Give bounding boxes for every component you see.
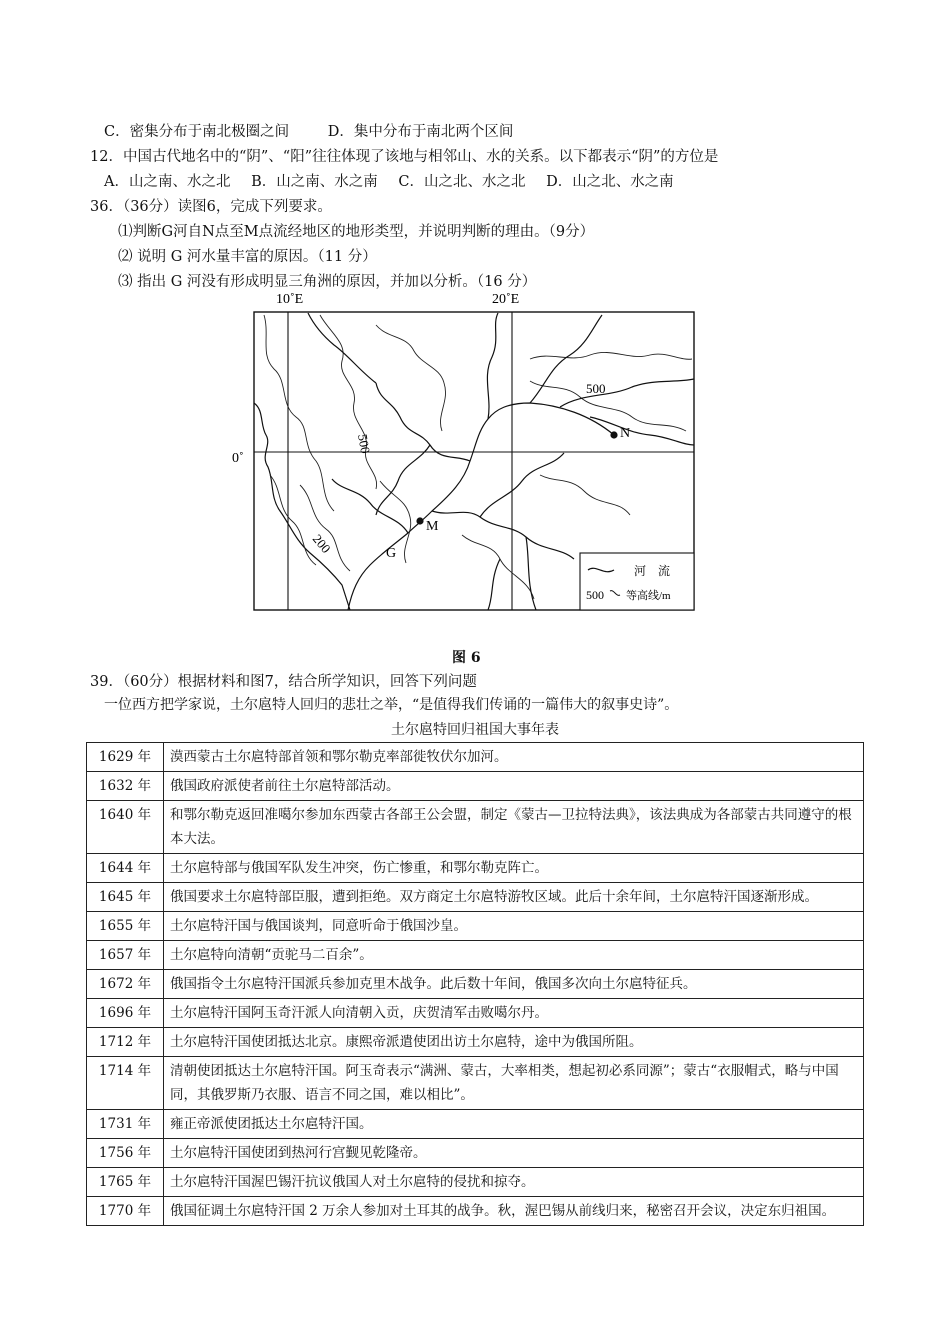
q12-option-b: B．山之南、水之南 [251, 174, 378, 190]
figure-caption: 图 6 [452, 650, 481, 666]
event-description: 土尔扈特汗国渥巴锡汗抗议俄国人对土尔扈特的侵扰和掠夺。 [164, 1168, 864, 1197]
table-row [87, 772, 864, 801]
legend-contour-label: 等高线/m [626, 590, 671, 602]
river-g-label: G [386, 546, 397, 561]
event-year: 1657 年 [87, 941, 164, 970]
q36-sub1: ⑴判断G河自N点至M点流经地区的地形类型，并说明判断的理由。（9分） [118, 224, 595, 240]
event-year: 1765 年 [87, 1168, 164, 1197]
point-m-label: M [426, 519, 439, 534]
event-description: 清朝使团抵达土尔扈特汗国。阿玉奇表示“满洲、蒙古，大率相类，想起初必系同源”；蒙古“衣服帽式，略与中国同，其俄罗斯乃衣服、语言不同之国，难以相比”。 [164, 1057, 864, 1110]
table-row [87, 801, 864, 854]
table-row [87, 1168, 864, 1197]
q12-options [104, 172, 674, 192]
table-row [87, 854, 864, 883]
table-row [87, 912, 864, 941]
q39-quote: 一位西方把学家说，土尔扈特人回归的悲壮之举，“是值得我们传诵的一篇伟大的叙事史诗”。 [104, 697, 679, 713]
event-year: 1644 年 [87, 854, 164, 883]
q12-stem: 12．中国古代地名中的“阴”、“阳”往往体现了该地与相邻山、水的关系。以下都表示“阴”的方位是 [90, 149, 719, 165]
contour-label-500-upper: 500 [586, 381, 606, 396]
coastline [254, 403, 350, 610]
lon-label-20e: 20˚E [492, 292, 520, 307]
event-year: 1770 年 [87, 1197, 164, 1226]
q11-option-d: D．集中分布于南北两个区间 [327, 124, 514, 140]
events-table-title: 土尔扈特回归祖国大事年表 [391, 722, 559, 738]
q12-option-d: D．山之北、水之南 [546, 174, 674, 190]
contour-label-500-left: 500 [355, 432, 374, 455]
event-description: 土尔扈特向清朝“贡驼马二百余”。 [164, 941, 864, 970]
legend-contour-value: 500 [586, 588, 604, 602]
point-n-label: N [620, 426, 631, 441]
event-description: 土尔扈特汗国使团到热河行宫觐见乾隆帝。 [164, 1139, 864, 1168]
q36-sub2: ⑵ 说明 G 河水量丰富的原因。（11 分） [118, 249, 377, 265]
event-year: 1672 年 [87, 970, 164, 999]
table-row [87, 1110, 864, 1139]
events-table [86, 742, 864, 1226]
table-row [87, 883, 864, 912]
q11-options [104, 122, 513, 142]
table-row [87, 1028, 864, 1057]
contour-label-200: 200 [309, 531, 334, 556]
event-description: 俄国要求土尔扈特部臣服，遭到拒绝。双方商定土尔扈特游牧区域。此后十余年间，土尔扈特汗国逐渐形成。 [164, 883, 864, 912]
table-row [87, 970, 864, 999]
table-row [87, 1197, 864, 1226]
event-year: 1714 年 [87, 1057, 164, 1110]
event-description: 俄国指令土尔扈特汗国派兵参加克里木战争。此后数十年间，俄国多次向土尔扈特征兵。 [164, 970, 864, 999]
event-description: 土尔扈特汗国阿玉奇汗派人向清朝入贡，庆贺清军击败噶尔丹。 [164, 999, 864, 1028]
event-description: 俄国政府派使者前往土尔扈特部活动。 [164, 772, 864, 801]
lat-label-0: 0˚ [232, 451, 244, 466]
event-description: 和鄂尔勒克返回准噶尔参加东西蒙古各部王公会盟，制定《蒙古—卫拉特法典》，该法典成为各部蒙古共同遵守的根本大法。 [164, 801, 864, 854]
event-description: 土尔扈特部与俄国军队发生冲突，伤亡惨重，和鄂尔勒克阵亡。 [164, 854, 864, 883]
point-n-marker [610, 431, 617, 438]
table-row [87, 941, 864, 970]
table-row [87, 743, 864, 772]
event-year: 1632 年 [87, 772, 164, 801]
event-description: 漠西蒙古土尔扈特部首领和鄂尔勒克率部徙牧伏尔加河。 [164, 743, 864, 772]
table-row [87, 1139, 864, 1168]
event-description: 俄国征调土尔扈特汗国 2 万余人参加对土耳其的战争。秋，渥巴锡从前线归来，秘密召开会议，决定东归祖国。 [164, 1197, 864, 1226]
event-year: 1645 年 [87, 883, 164, 912]
event-description: 雍正帝派使团抵达土尔扈特汗国。 [164, 1110, 864, 1139]
q36-sub3: ⑶ 指出 G 河没有形成明显三角洲的原因，并加以分析。（16 分） [118, 274, 537, 290]
event-year: 1756 年 [87, 1139, 164, 1168]
q39-stem: 39．（60分）根据材料和图7，结合所学知识，回答下列问题 [90, 674, 477, 690]
lon-label-10e: 10˚E [276, 292, 304, 307]
q12-option-c: C．山之北、水之北 [398, 174, 526, 190]
event-year: 1640 年 [87, 801, 164, 854]
event-year: 1696 年 [87, 999, 164, 1028]
point-m-marker [416, 517, 423, 524]
event-description: 土尔扈特汗国使团抵达北京。康熙帝派遣使团出访土尔扈特，途中为俄国所阻。 [164, 1028, 864, 1057]
table-row [87, 999, 864, 1028]
figure-6-map [230, 285, 700, 620]
q11-option-c: C．密集分布于南北极圈之间 [104, 124, 290, 140]
legend-river-label: 河 流 [634, 564, 671, 578]
map-legend [580, 553, 694, 610]
q12-option-a: A．山之南、水之北 [104, 174, 231, 190]
event-year: 1629 年 [87, 743, 164, 772]
event-description: 土尔扈特汗国与俄国谈判，同意听命于俄国沙皇。 [164, 912, 864, 941]
event-year: 1712 年 [87, 1028, 164, 1057]
q36-stem: 36．（36分）读图6，完成下列要求。 [90, 199, 332, 215]
event-year: 1655 年 [87, 912, 164, 941]
event-year: 1731 年 [87, 1110, 164, 1139]
g-river-main [348, 403, 614, 610]
table-row [87, 1057, 864, 1110]
